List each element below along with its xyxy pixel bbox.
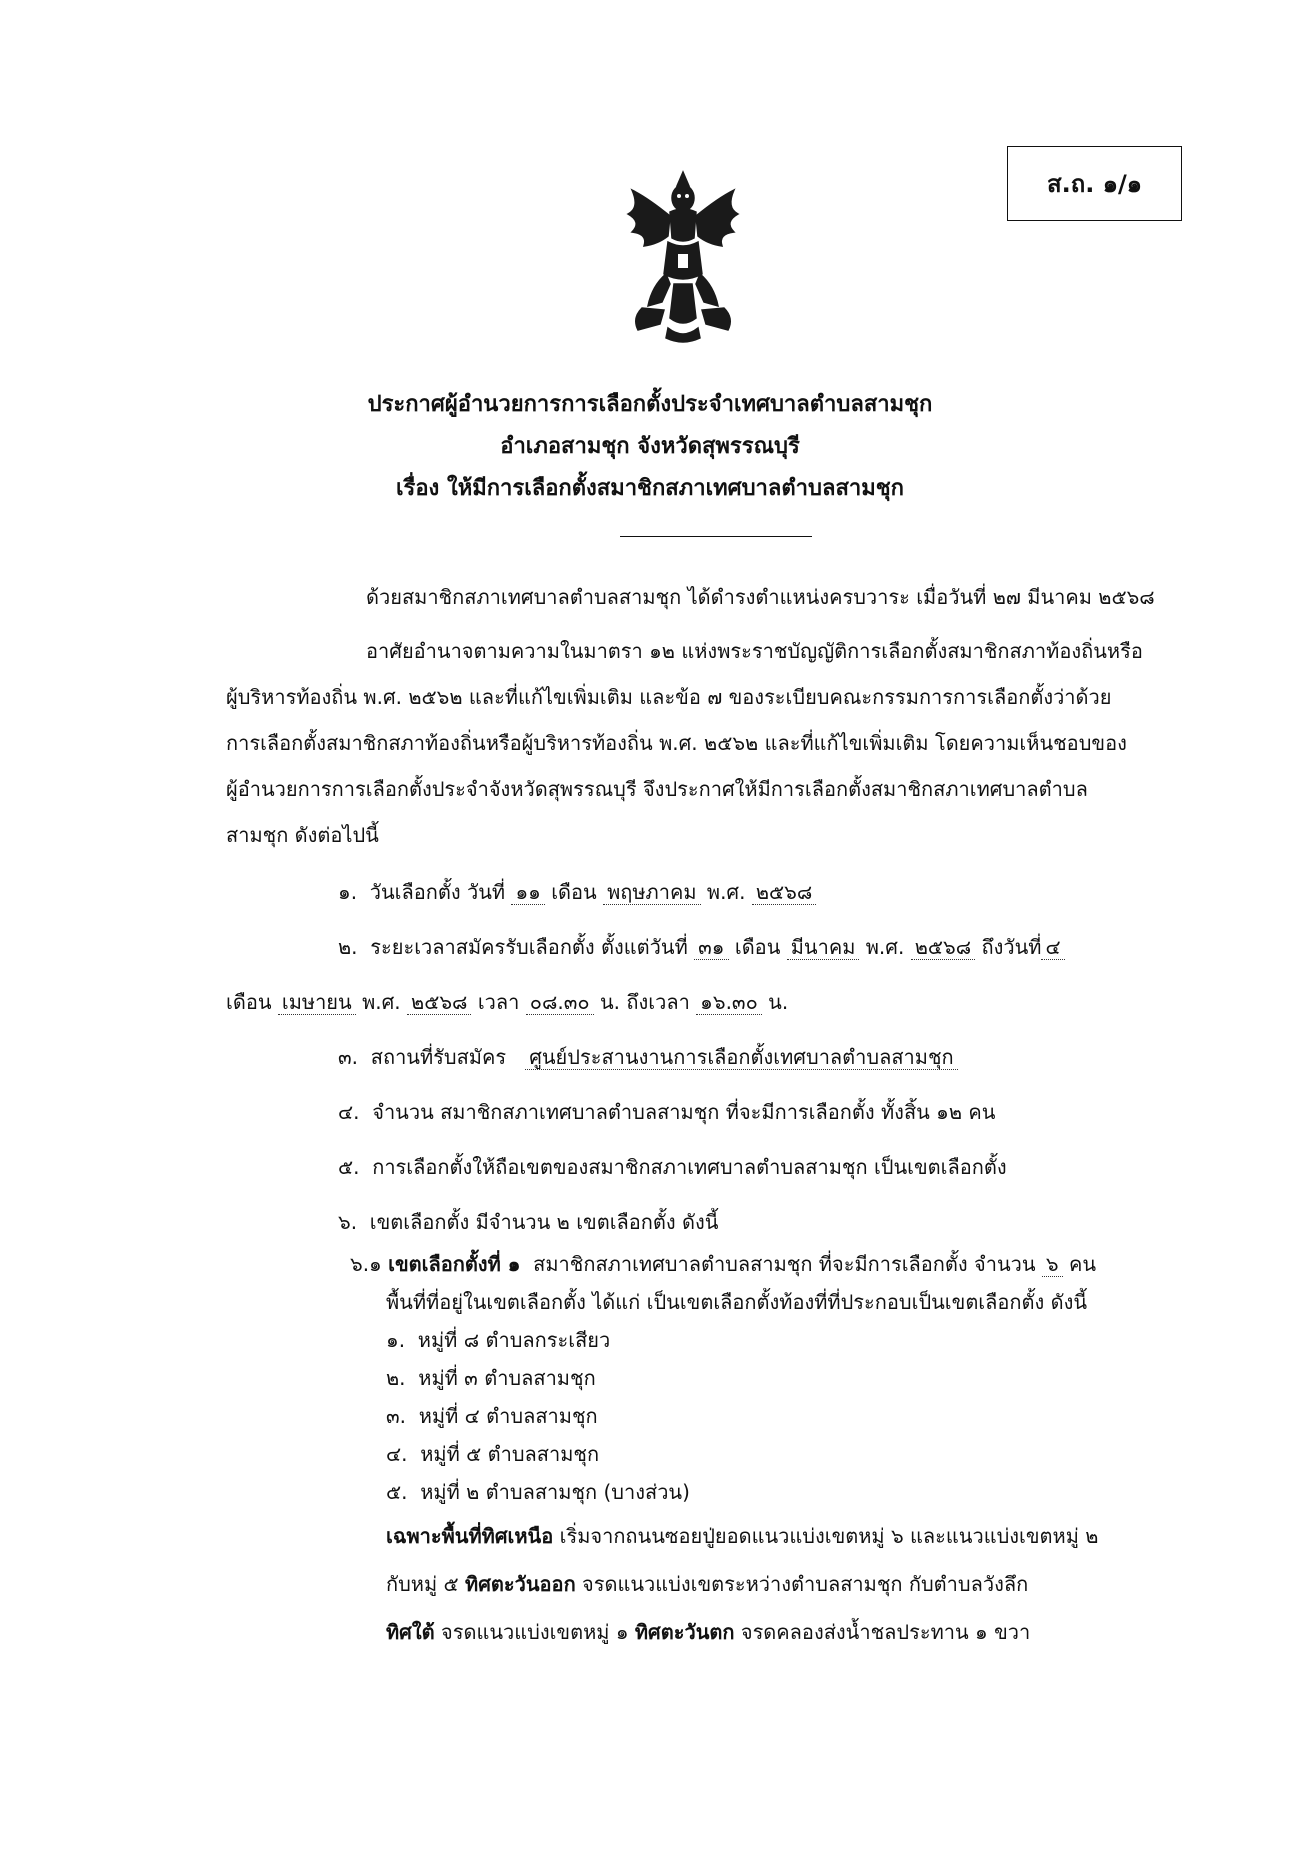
village-item — [386, 1402, 598, 1430]
boundary-line-2 — [386, 1570, 1028, 1598]
boundary-south-label: ทิศใต้ — [386, 1620, 435, 1644]
item-application-period — [338, 933, 1065, 961]
garuda-emblem-icon — [618, 168, 748, 348]
village-text: หมู่ที่ ๒ ตำบลสามชุก (บางส่วน) — [420, 1480, 690, 1504]
boundary-line-3 — [386, 1618, 1030, 1646]
apply-month-from: มีนาคม — [787, 935, 860, 960]
election-day: ๑๑ — [511, 880, 544, 905]
village-number: ๔. — [386, 1442, 408, 1466]
apply-day-to: ๔ — [1041, 935, 1064, 960]
village-number: ๓. — [386, 1404, 407, 1428]
boundary-east-label: ทิศตะวันออก — [465, 1572, 576, 1596]
village-item — [386, 1364, 596, 1392]
district-1-area-line: พื้นที่ที่อยู่ในเขตเลือกตั้ง ได้แก่ เป็นเขตเลือกตั้งท้องที่ที่ประกอบเป็นเขตเลือกตั้ง ดังนี้ — [386, 1290, 1088, 1314]
village-text: หมู่ที่ ๕ ตำบลสามชุก — [420, 1442, 600, 1466]
item-number: ๕. — [338, 1155, 360, 1179]
form-code-box — [1007, 146, 1182, 221]
intro-paragraph-1: ด้วยสมาชิกสภาเทศบาลตำบลสามชุก ได้ดำรงตำแหน่งครบวาระ เมื่อวันที่ ๒๗ มีนาคม ๒๕๖๘ — [366, 585, 1155, 609]
item-text: เขตเลือกตั้ง มีจำนวน ๒ เขตเลือกตั้ง ดังนี้ — [369, 1210, 719, 1234]
district-1-header — [350, 1250, 1096, 1278]
heading-subject — [300, 470, 1000, 505]
item-district-basis — [338, 1153, 1007, 1181]
election-year: ๒๕๖๘ — [752, 880, 816, 905]
form-code: ส.ถ. ๑/๑ — [1046, 170, 1142, 198]
district-unit: คน — [1068, 1252, 1097, 1276]
village-number: ๒. — [386, 1366, 406, 1390]
application-place: ศูนย์ประสานงานการเลือกตั้งเทศบาลตำบลสามชุก — [525, 1045, 957, 1070]
boundary-south-text: จรดแนวแบ่งเขตหมู่ ๑ — [441, 1620, 629, 1644]
village-item — [386, 1440, 599, 1468]
apply-day-from: ๓๑ — [694, 935, 728, 960]
subject-label: เรื่อง — [396, 476, 440, 501]
item-election-date — [338, 878, 816, 906]
village-text: หมู่ที่ ๘ ตำบลกระเสียว — [417, 1328, 611, 1352]
time-end: น. — [768, 990, 789, 1014]
heading-line-2: อำเภอสามชุก จังหวัดสุพรรณบุรี — [500, 434, 800, 459]
month-label: เดือน — [226, 990, 272, 1014]
heading-line-1: ประกาศผู้อำนวยการการเลือกตั้งประจำเทศบาลตำบลสามชุก — [367, 392, 933, 417]
item-text: จำนวน สมาชิกสภาเทศบาลตำบลสามชุก ที่จะมีการเลือกตั้ง ทั้งสิ้น ๑๒ คน — [372, 1100, 996, 1124]
village-number: ๕. — [386, 1480, 408, 1504]
village-text: หมู่ที่ ๓ ตำบลสามชุก — [418, 1366, 596, 1390]
subject-text: ให้มีการเลือกตั้งสมาชิกสภาเทศบาลตำบลสามชุก — [446, 476, 904, 501]
year-label: พ.ศ. — [706, 880, 746, 904]
apply-month-to: เมษายน — [278, 990, 356, 1015]
village-number: ๑. — [386, 1328, 406, 1352]
apply-year-to: ๒๕๖๘ — [407, 990, 471, 1015]
boundary-north-text: เริ่มจากถนนซอยปู่ยอดแนวแบ่งเขตหมู่ ๖ และแนวแบ่งเขตหมู่ ๒ — [559, 1524, 1099, 1548]
item-number: ๖. — [338, 1210, 358, 1234]
item-application-place — [338, 1043, 958, 1071]
year-label: พ.ศ. — [362, 990, 401, 1014]
election-month: พฤษภาคม — [603, 880, 700, 905]
item-number: ๑. — [338, 880, 358, 904]
district-title: เขตเลือกตั้งที่ ๑ — [388, 1252, 521, 1276]
boundary-line-1 — [386, 1522, 1098, 1550]
district-member-count: ๖ — [1042, 1252, 1063, 1277]
item-text: การเลือกตั้งให้ถือเขตของสมาชิกสภาเทศบาลตำบลสามชุก เป็นเขตเลือกตั้ง — [372, 1155, 1007, 1179]
intro-line-5: สามชุก ดังต่อไปนี้ — [226, 823, 379, 847]
month-label: เดือน — [734, 935, 781, 959]
item-label: วันเลือกตั้ง วันที่ — [369, 880, 506, 904]
boundary-west-text: จรดคลองส่งน้ำชลประทาน ๑ ขวา — [740, 1620, 1031, 1644]
village-item — [386, 1478, 690, 1506]
district-number: ๖.๑ — [350, 1252, 382, 1276]
intro-line-3: การเลือกตั้งสมาชิกสภาท้องถิ่นหรือผู้บริหารท้องถิ่น พ.ศ. ๒๕๖๒ และที่แก้ไขเพิ่มเติม โดยความเห็นชอบของ — [226, 731, 1127, 755]
item-member-count — [338, 1098, 995, 1126]
time-mid: น. ถึงเวลา — [599, 990, 690, 1014]
heading-underline — [620, 536, 812, 537]
item-label: ระยะเวลาสมัครรับเลือกตั้ง ตั้งแต่วันที่ — [370, 935, 688, 959]
village-item — [386, 1326, 610, 1354]
month-label: เดือน — [551, 880, 597, 904]
boundary-west-label: ทิศตะวันตก — [634, 1620, 735, 1644]
to-label: ถึงวันที่ — [981, 935, 1042, 959]
item-application-period-cont — [226, 988, 788, 1016]
time-label: เวลา — [477, 990, 520, 1014]
intro-line-1: อาศัยอำนาจตามความในมาตรา ๑๒ แห่งพระราชบัญญัติการเลือกตั้งสมาชิกสภาท้องถิ่นหรือ — [366, 639, 1143, 663]
item-number: ๒. — [338, 935, 358, 959]
intro-line-4: ผู้อำนวยการการเลือกตั้งประจำจังหวัดสุพรรณบุรี จึงประกาศให้มีการเลือกตั้งสมาชิกสภาเทศบาลตำบล — [226, 777, 1088, 801]
item-number: ๓. — [338, 1045, 359, 1069]
boundary-north-label: เฉพาะพื้นที่ทิศเหนือ — [386, 1524, 554, 1548]
intro-line-2: ผู้บริหารท้องถิ่น พ.ศ. ๒๕๖๒ และที่แก้ไขเพิ่มเติม และข้อ ๗ ของระเบียบคณะกรรมการการเลือกตั้งว่าด้วย — [226, 685, 1112, 709]
item-label: สถานที่รับสมัคร — [370, 1045, 507, 1069]
item-district-count — [338, 1208, 718, 1236]
boundary-east-text: จรดแนวแบ่งเขตระหว่างตำบลสามชุก กับตำบลวังลึก — [582, 1572, 1029, 1596]
apply-year-from: ๒๕๖๘ — [911, 935, 975, 960]
year-label: พ.ศ. — [865, 935, 905, 959]
item-number: ๔. — [338, 1100, 360, 1124]
district-text: สมาชิกสภาเทศบาลตำบลสามชุก ที่จะมีการเลือกตั้ง จำนวน — [533, 1252, 1036, 1276]
time-to: ๑๖.๓๐ — [696, 990, 762, 1015]
village-text: หมู่ที่ ๔ ตำบลสามชุก — [418, 1404, 598, 1428]
boundary-text: กับหมู่ ๕ — [386, 1572, 459, 1596]
time-from: ๐๘.๓๐ — [526, 990, 594, 1015]
